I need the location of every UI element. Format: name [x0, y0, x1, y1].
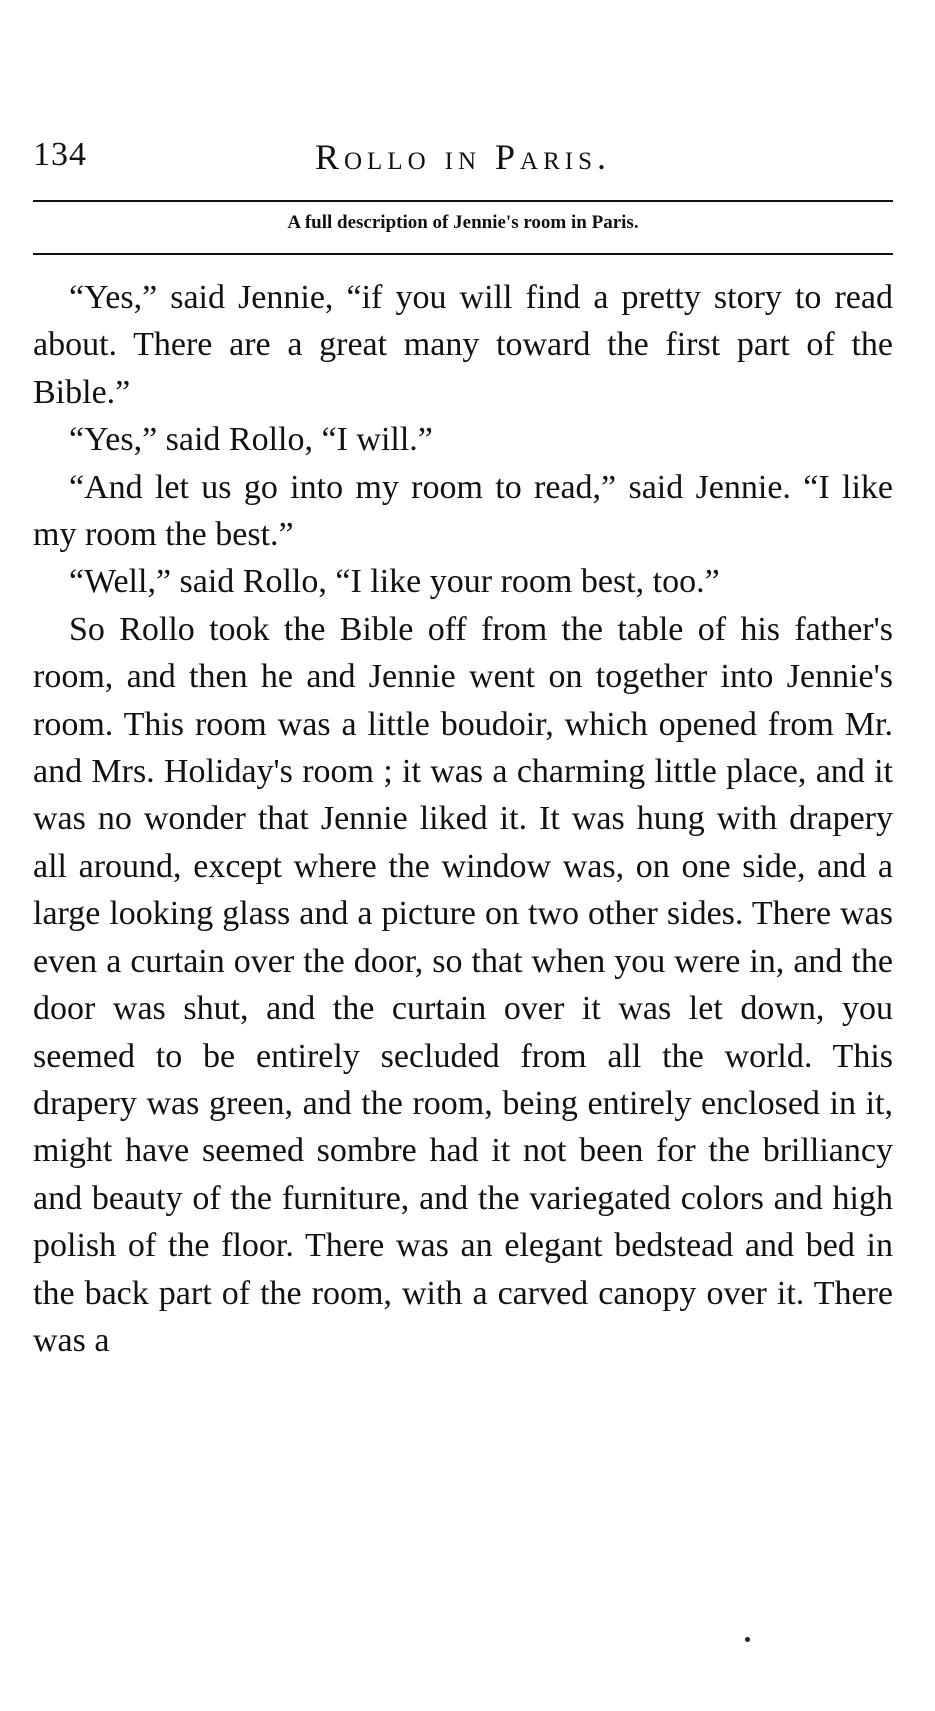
body-text [33, 274, 893, 1364]
running-title: Rollo in Paris. [314, 137, 612, 177]
paragraph: So Rollo took the Bible off from the table of his father's room, and then he and Jennie went on together into Jennie's room. This room was a little boudoir, which opened from Mr. and Mrs. Holiday's room ; it was a charming little place, and it was no wonder that Jennie liked it. It was hung with drapery all around, except where the window was, on one side, and a large looking glass and a picture on two other sides. There was even a curtain over the door, so that when you were in, and the door was shut, and the curtain over it was let down, you seemed to be entirely secluded from all the world. This drapery was green, and the room, being entirely enclosed in it, might have seemed sombre had it not been for the brilliancy and beauty of the furniture, and the variegated colors and high polish of the floor. There was an elegant bedstead and bed in the back part of the room, with a carved canopy over it. There was a [33, 610, 893, 1359]
paragraph: “And let us go into my room to read,” said Jennie. “I like my room the best.” [33, 468, 893, 554]
ink-speck [745, 1637, 750, 1642]
page-summary: A full description of Jennie's room in Paris. [287, 212, 639, 233]
running-head [33, 136, 893, 176]
paragraph: “Well,” said Rollo, “I like your room best, too.” [69, 563, 720, 601]
header-rule-bottom [33, 253, 893, 255]
paragraph: “Yes,” said Rollo, “I will.” [69, 421, 433, 459]
paragraph: “Yes,” said Jennie, “if you will find a pretty story to read about. There are a great many toward the first part of the Bible.” [33, 279, 893, 411]
header-rule-top [33, 200, 893, 202]
page-number: 134 [33, 136, 87, 173]
